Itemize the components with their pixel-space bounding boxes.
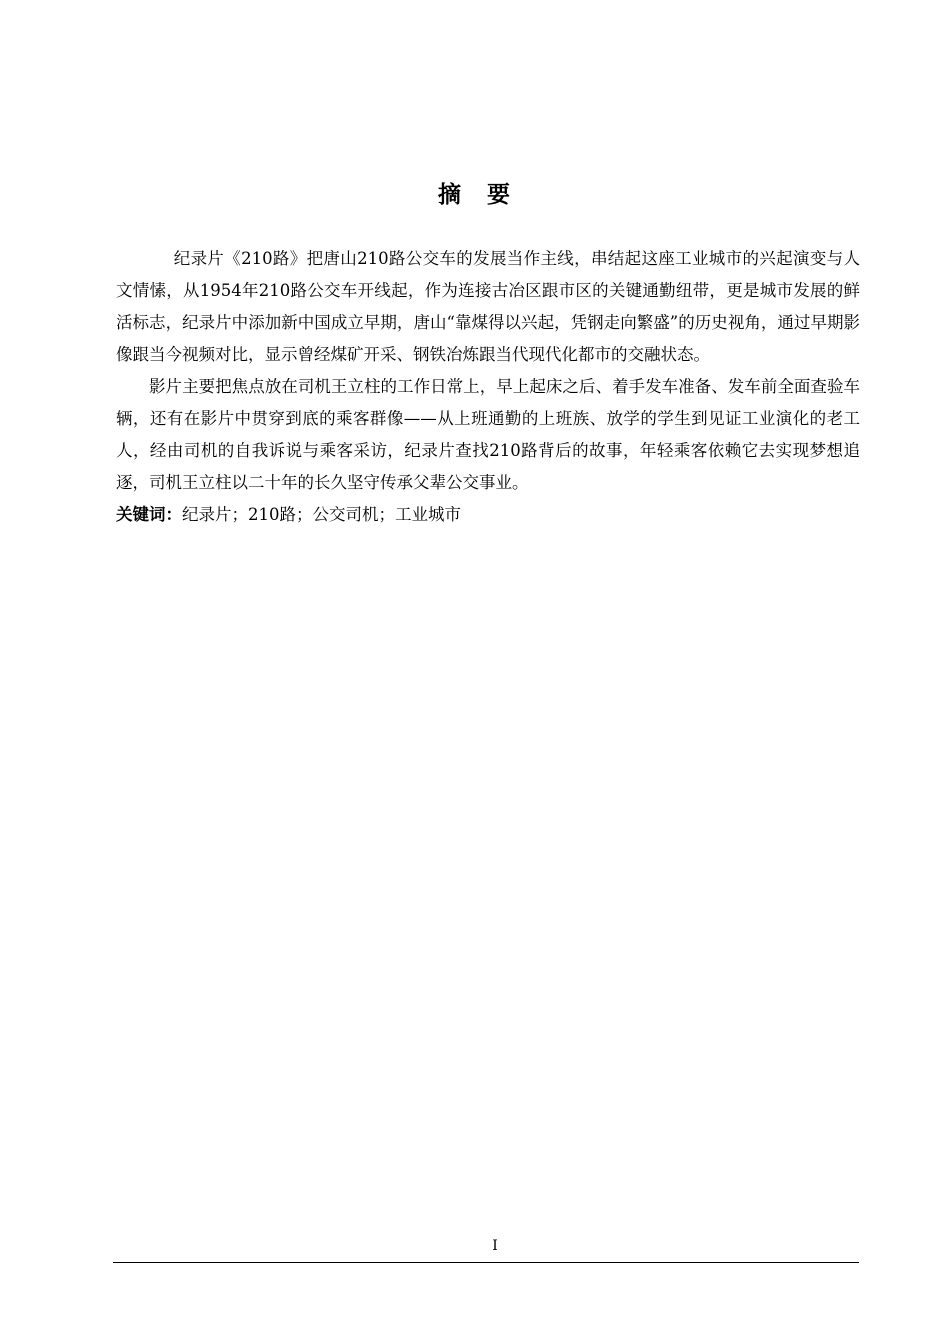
keywords-text: 纪录片；210路；公交司机；工业城市 bbox=[182, 505, 461, 524]
abstract-paragraph-2: 影片主要把焦点放在司机王立柱的工作日常上，早上起床之后、着手发车准备、发车前全面查验车辆，还有在影片中贯穿到底的乘客群像——从上班通勤的上班族、放学的学生到见证工业演化的老工人，经由司机的自我诉说与乘客采访，纪录片查找210路背后的故事，年轻乘客依赖它去实现梦想追逐，司机王立柱以二十年的长久坚守传承父辈公交事业。 bbox=[116, 377, 860, 492]
page-number: I bbox=[492, 1238, 498, 1254]
keywords-label: 关键词： bbox=[116, 505, 182, 524]
abstract-paragraph-1: 纪录片《210路》把唐山210路公交车的发展当作主线，串结起这座工业城市的兴起演变与人文情愫，从1954年210路公交车开线起，作为连接古冶区跟市区的关键通勤纽带，更是城市发展的鲜活标志，纪录片中添加新中国成立早期，唐山“靠煤得以兴起，凭钢走向繁盛”的历史视角，通过早期影像跟当今视频对比，显示曾经煤矿开采、钢铁冶炼跟当代现代化都市的交融状态。 bbox=[116, 249, 860, 364]
footer-rule bbox=[113, 1262, 859, 1263]
keywords-line bbox=[116, 499, 860, 531]
abstract-body bbox=[116, 243, 860, 531]
abstract-title: 摘要 bbox=[438, 182, 536, 208]
